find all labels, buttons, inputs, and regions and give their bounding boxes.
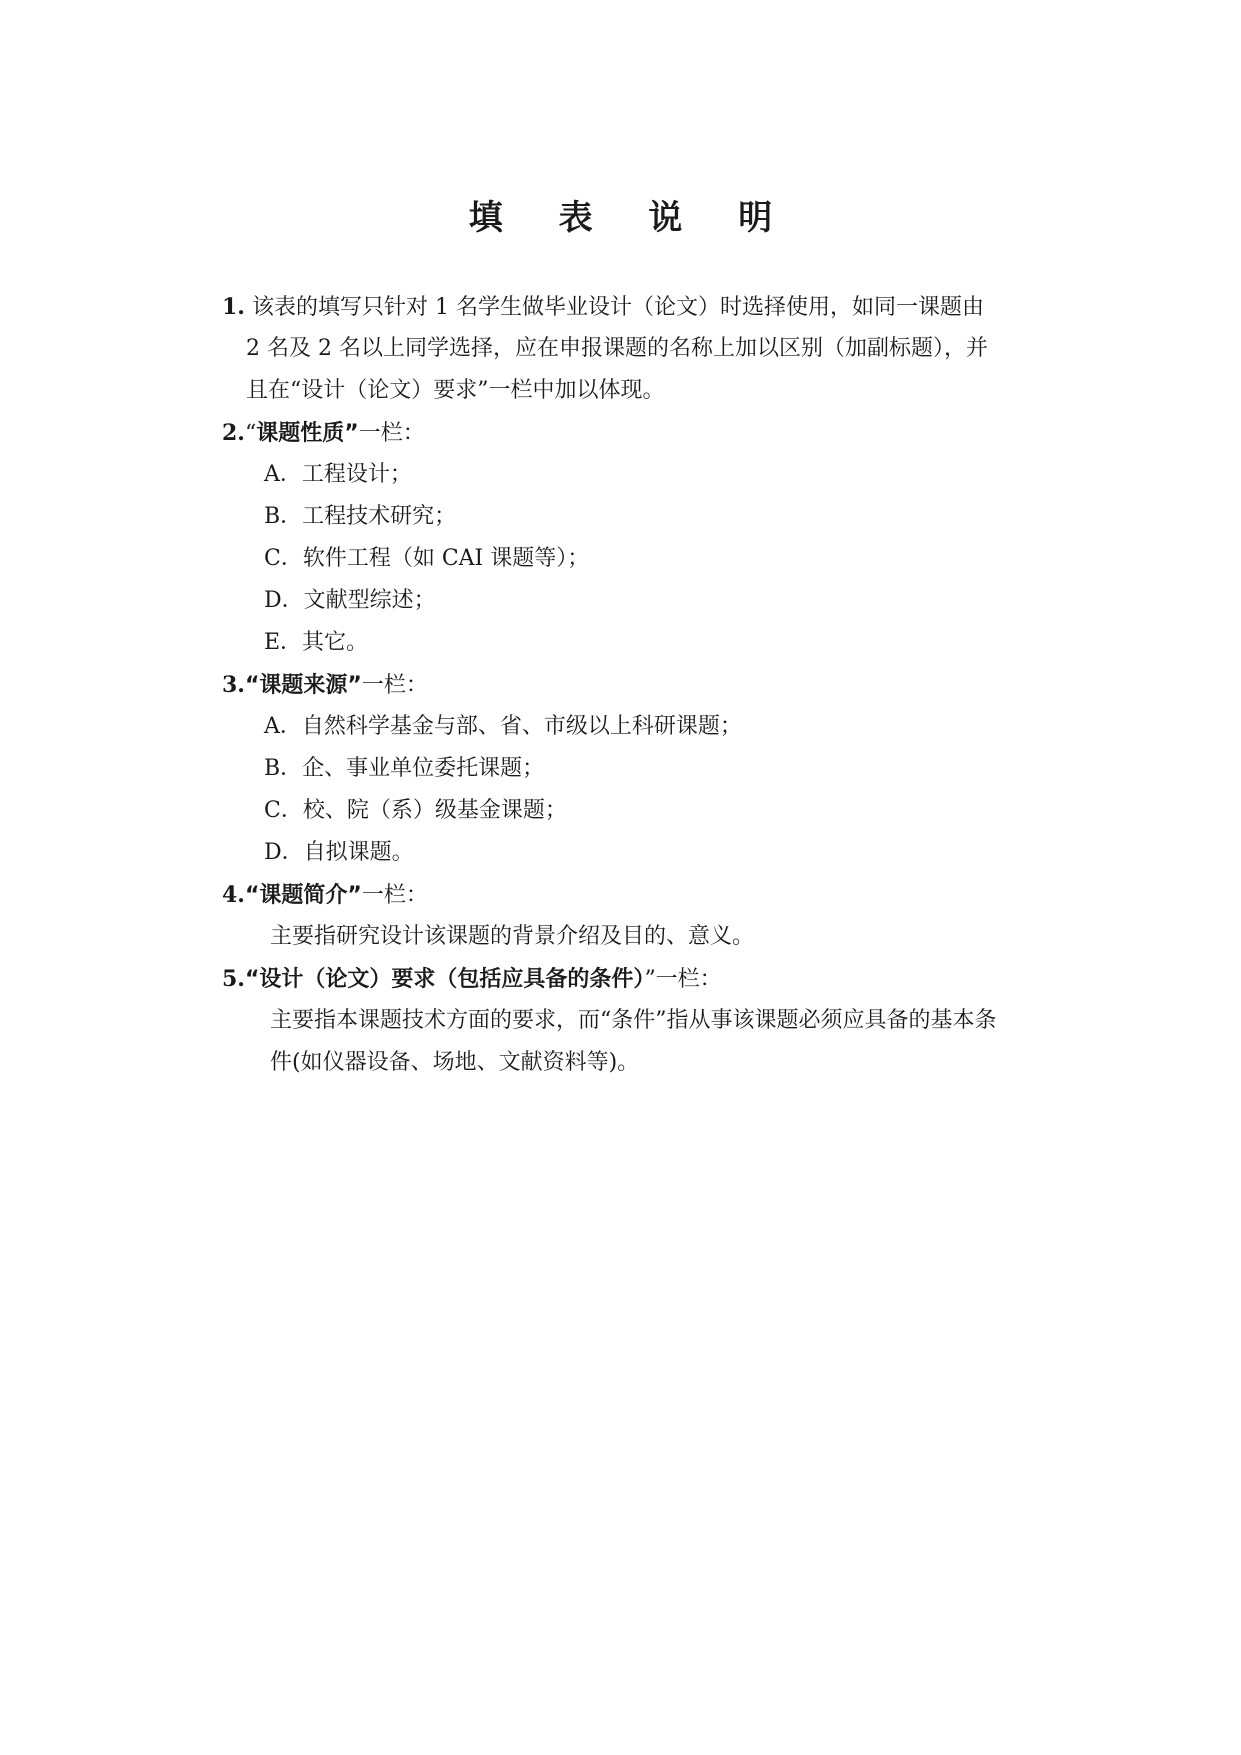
item-3-number: 3. (222, 672, 245, 698)
item-5-title: “设计（论文）要求（包括应具备的条件） (244, 967, 645, 992)
item-5-suffix: ”一栏： (644, 967, 722, 992)
item-2-open-quote: “ (244, 421, 257, 446)
item-2-number: 2. (222, 420, 245, 446)
item-3-option-a: A．自然科学基金与部、省、市级以上科研课题； (264, 714, 742, 739)
item-3-option-d: D．自拟课题。 (264, 840, 414, 865)
item-1-line-2: 2 名及 2 名以上同学选择，应在申报课题的名称上加以区别（加副标题），并 (246, 336, 988, 361)
item-4-title: “课题简介” (244, 883, 362, 908)
item-2-option-c: C．软件工程（如 CAI 课题等）； (264, 546, 590, 571)
page-title: 填 表 说 明 (468, 198, 795, 238)
item-2-option-e: E．其它。 (264, 630, 369, 655)
item-2-suffix: 一栏： (358, 421, 425, 446)
item-3-option-b: B．企、事业单位委托课题； (264, 756, 545, 781)
item-4-heading (222, 874, 428, 917)
item-3-option-c: C．校、院（系）级基金课题； (264, 798, 567, 823)
item-2-title: 课题性质 (256, 421, 345, 446)
item-2-close-quote: ” (344, 421, 359, 446)
item-3-title: “课题来源” (244, 673, 362, 698)
item-3-suffix: 一栏： (361, 673, 428, 698)
item-5-description-2: 件(如仪器设备、场地、文献资料等)。 (270, 1050, 640, 1075)
item-3-heading (222, 664, 428, 707)
item-2-option-a: A．工程设计； (264, 462, 412, 487)
item-1-text-1: 该表的填写只针对 1 名学生做毕业设计（论文）时选择使用，如同一课题由 (251, 295, 984, 320)
item-4-suffix: 一栏： (361, 883, 428, 908)
item-1-number: 1. (222, 294, 245, 320)
item-4-description: 主要指研究设计该课题的背景介绍及目的、意义。 (270, 924, 755, 949)
item-5-number: 5. (222, 966, 245, 992)
item-1-line-3: 且在“设计（论文）要求”一栏中加以体现。 (246, 378, 665, 403)
item-4-number: 4. (222, 882, 245, 908)
item-1-line-1 (222, 286, 984, 329)
item-2-option-b: B．工程技术研究； (264, 504, 457, 529)
item-5-heading (222, 958, 722, 1001)
item-5-description-1: 主要指本课题技术方面的要求，而“条件”指从事该课题必须应具备的基本条 (270, 1008, 997, 1033)
item-2-heading (222, 412, 425, 455)
item-2-option-d: D．文献型综述； (264, 588, 436, 613)
